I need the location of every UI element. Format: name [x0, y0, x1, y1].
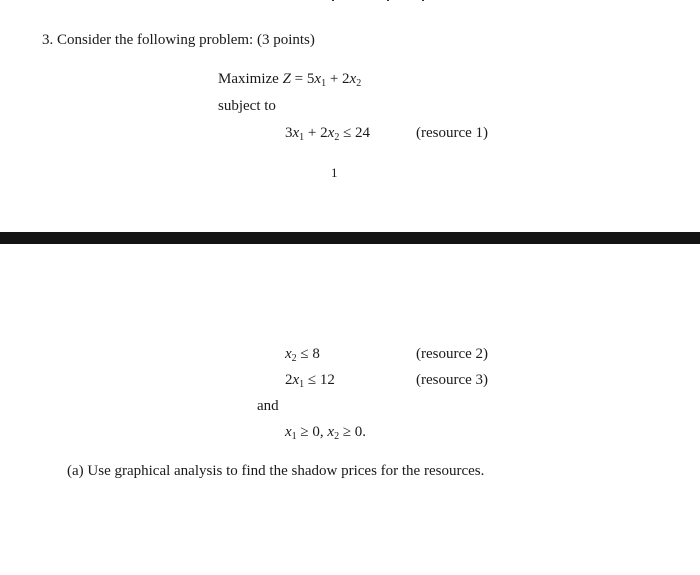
top-cropped-fragment — [292, 0, 472, 2]
objective-function — [218, 71, 361, 88]
part-a-question: (a) Use graphical analysis to find the shadow prices for the resources. — [67, 463, 485, 479]
page-number: 1 — [331, 165, 338, 180]
constraint-1-lhs: $3x_1 + 2x_2$ — [285, 125, 340, 143]
and-label: and — [257, 398, 279, 414]
nonnegativity-render: $x_1 \ge 0$, $x_2 \ge 0$. — [285, 424, 367, 442]
constraint-2-lhs: $x_2$ — [285, 346, 297, 364]
constraint-3 — [285, 372, 335, 389]
constraint-3-resource: (resource 3) — [416, 372, 489, 388]
nonnegativity-constraint — [285, 424, 366, 441]
constraint-2-relation: ≤ — [300, 346, 309, 362]
problem-header — [42, 32, 315, 49]
constraint-3-rhs: 12 — [319, 372, 335, 388]
constraint-3-lhs: $2x_1$ — [285, 372, 305, 390]
constraint-3-relation: ≤ — [307, 372, 317, 388]
objective-label: Maximize — [218, 71, 279, 87]
objective-variable: Z — [282, 71, 291, 87]
constraint-2-resource: (resource 2) — [416, 346, 489, 362]
problem-number: 3. — [42, 32, 54, 48]
constraint-1-relation: ≤ — [343, 125, 352, 141]
problem-statement: Consider the following problem: (3 points) — [57, 32, 315, 48]
objective-expression-render: = $5x_1 + 2x_2$ — [294, 71, 362, 89]
subject-to-label: subject to — [218, 98, 276, 114]
constraint-2-rhs: 8 — [312, 346, 320, 362]
constraint-1 — [285, 125, 370, 142]
constraint-1-resource: (resource 1) — [416, 125, 489, 141]
page-divider — [0, 232, 700, 244]
constraint-1-rhs: 24 — [355, 125, 371, 141]
constraint-2 — [285, 346, 320, 363]
